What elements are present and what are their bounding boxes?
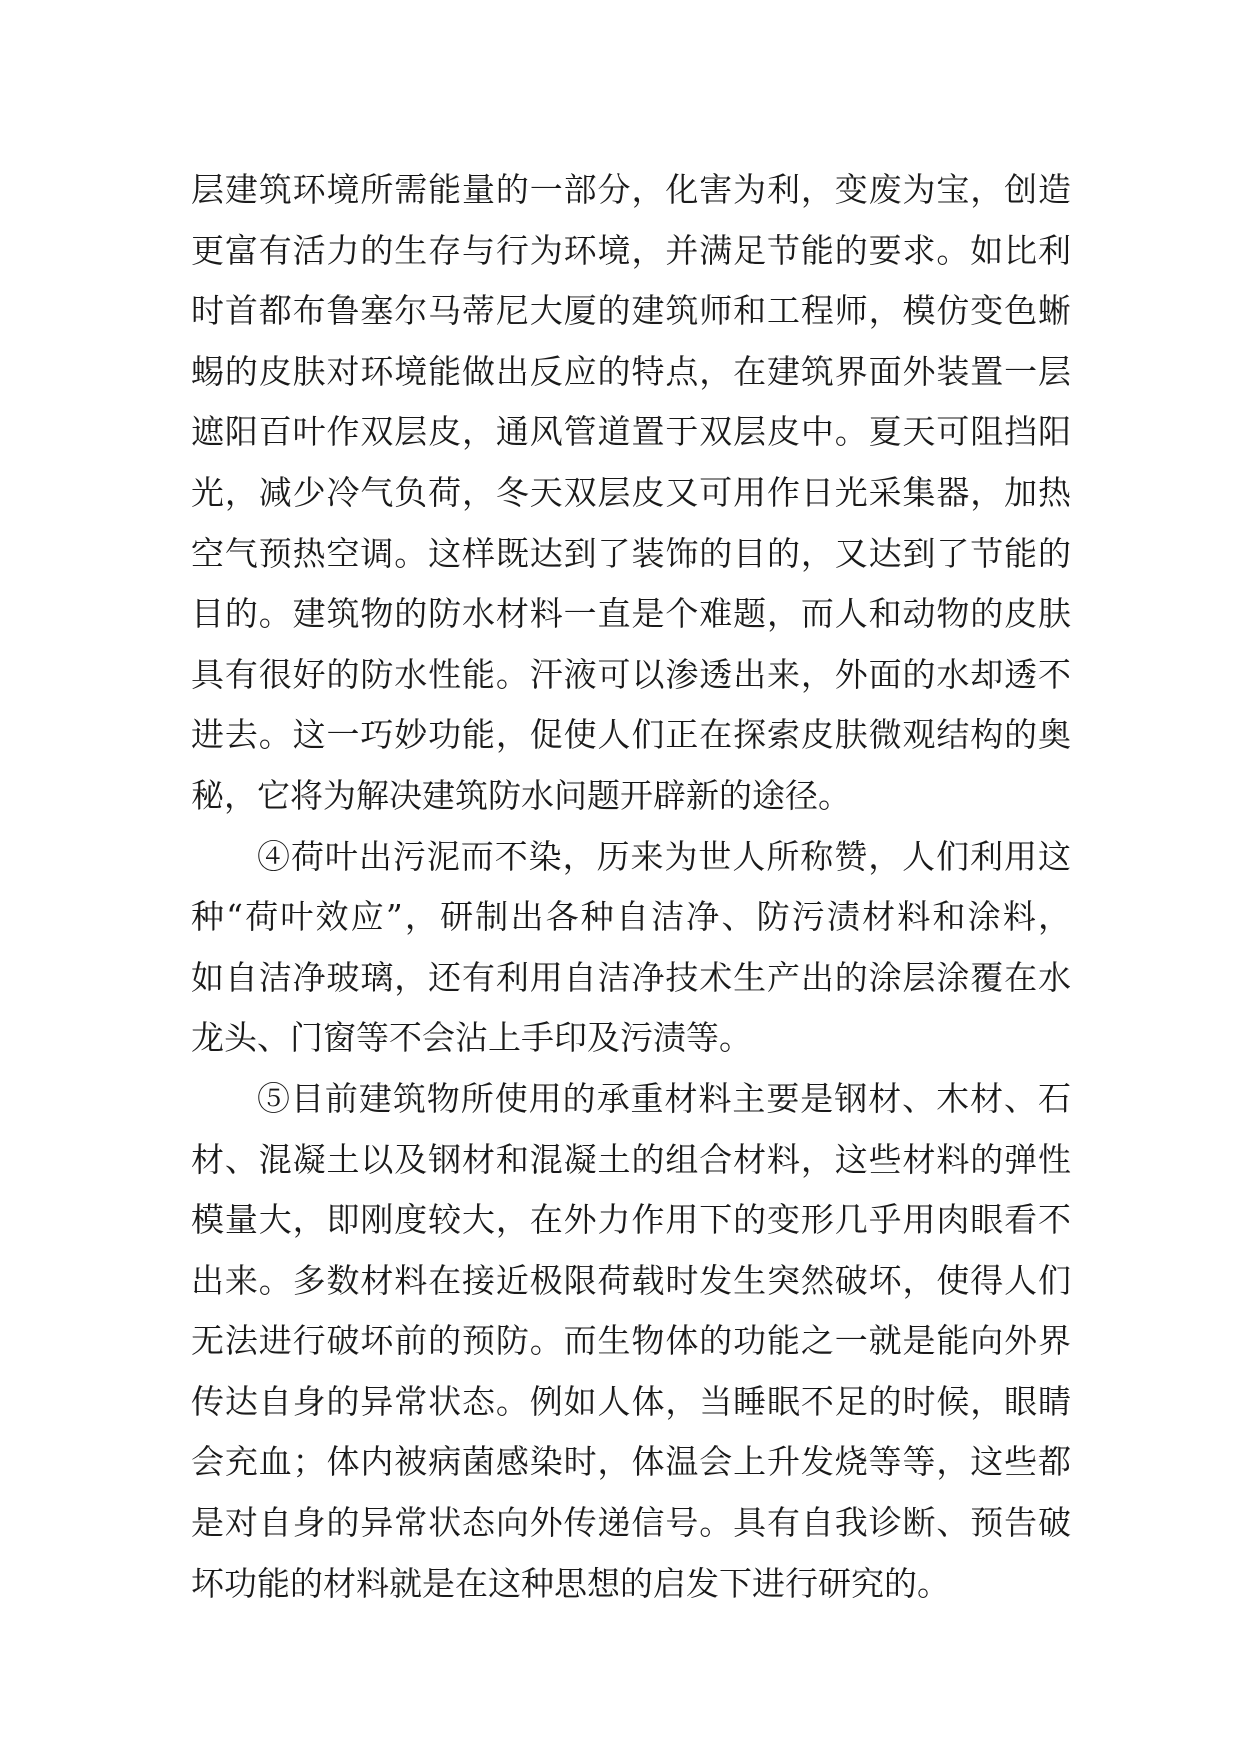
- paragraph-5-first-line: ⑤目前建筑物所使用的承重材料主要是钢材、木材、石: [257, 1078, 1071, 1118]
- text-line: 光，减少冷气负荷，冬天双层皮又可用作日光采集器，加热: [191, 472, 1071, 512]
- body-text: [191, 160, 1071, 1614]
- text-line: 更富有活力的生存与行为环境，并满足节能的要求。如比利: [191, 230, 1071, 270]
- text-line: 会充血；体内被病菌感染时，体温会上升发烧等等，这些都: [191, 1442, 1071, 1482]
- text-line: 材、混凝土以及钢材和混凝土的组合材料，这些材料的弹性: [191, 1139, 1071, 1179]
- text-line: 传达自身的异常状态。例如人体，当睡眠不足的时候，眼睛: [191, 1381, 1071, 1421]
- text-line: 遮阳百叶作双层皮，通风管道置于双层皮中。夏天可阻挡阳: [191, 412, 1071, 452]
- text-line: 目的。建筑物的防水材料一直是个难题，而人和动物的皮肤: [191, 594, 1071, 634]
- text-line: 坏功能的材料就是在这种思想的启发下进行研究的。: [191, 1563, 950, 1603]
- text-line: 层建筑环境所需能量的一部分，化害为利，变废为宝，创造: [191, 170, 1071, 209]
- paragraph-4-first-line: ④荷叶出污泥而不染，历来为世人所称赞，人们利用这: [257, 836, 1071, 876]
- text-line: 如自洁净玻璃，还有利用自洁净技术生产出的涂层涂覆在水: [191, 957, 1071, 997]
- text-line: 出来。多数材料在接近极限荷载时发生突然破坏，使得人们: [191, 1260, 1071, 1300]
- text-line: 蜴的皮肤对环境能做出反应的特点，在建筑界面外装置一层: [191, 351, 1071, 391]
- text-line: 是对自身的异常状态向外传递信号。具有自我诊断、预告破: [191, 1503, 1071, 1543]
- text-line: 秘，它将为解决建筑防水问题开辟新的途径。: [191, 775, 851, 815]
- text-line: 无法进行破坏前的预防。而生物体的功能之一就是能向外界: [191, 1321, 1071, 1361]
- text-line: 模量大，即刚度较大，在外力作用下的变形几乎用肉眼看不: [191, 1200, 1071, 1240]
- text-line: 空气预热空调。这样既达到了装饰的目的，又达到了节能的: [191, 533, 1071, 573]
- text-line: 具有很好的防水性能。汗液可以渗透出来，外面的水却透不: [191, 654, 1071, 694]
- text-line: 龙头、门窗等不会沾上手印及污渍等。: [191, 1018, 752, 1058]
- text-line: 进去。这一巧妙功能，促使人们正在探索皮肤微观结构的奥: [191, 715, 1071, 755]
- text-line: 时首都布鲁塞尔马蒂尼大厦的建筑师和工程师，模仿变色蜥: [191, 291, 1071, 331]
- text-line: 种“荷叶效应”，研制出各种自洁净、防污渍材料和涂料，: [191, 897, 1071, 937]
